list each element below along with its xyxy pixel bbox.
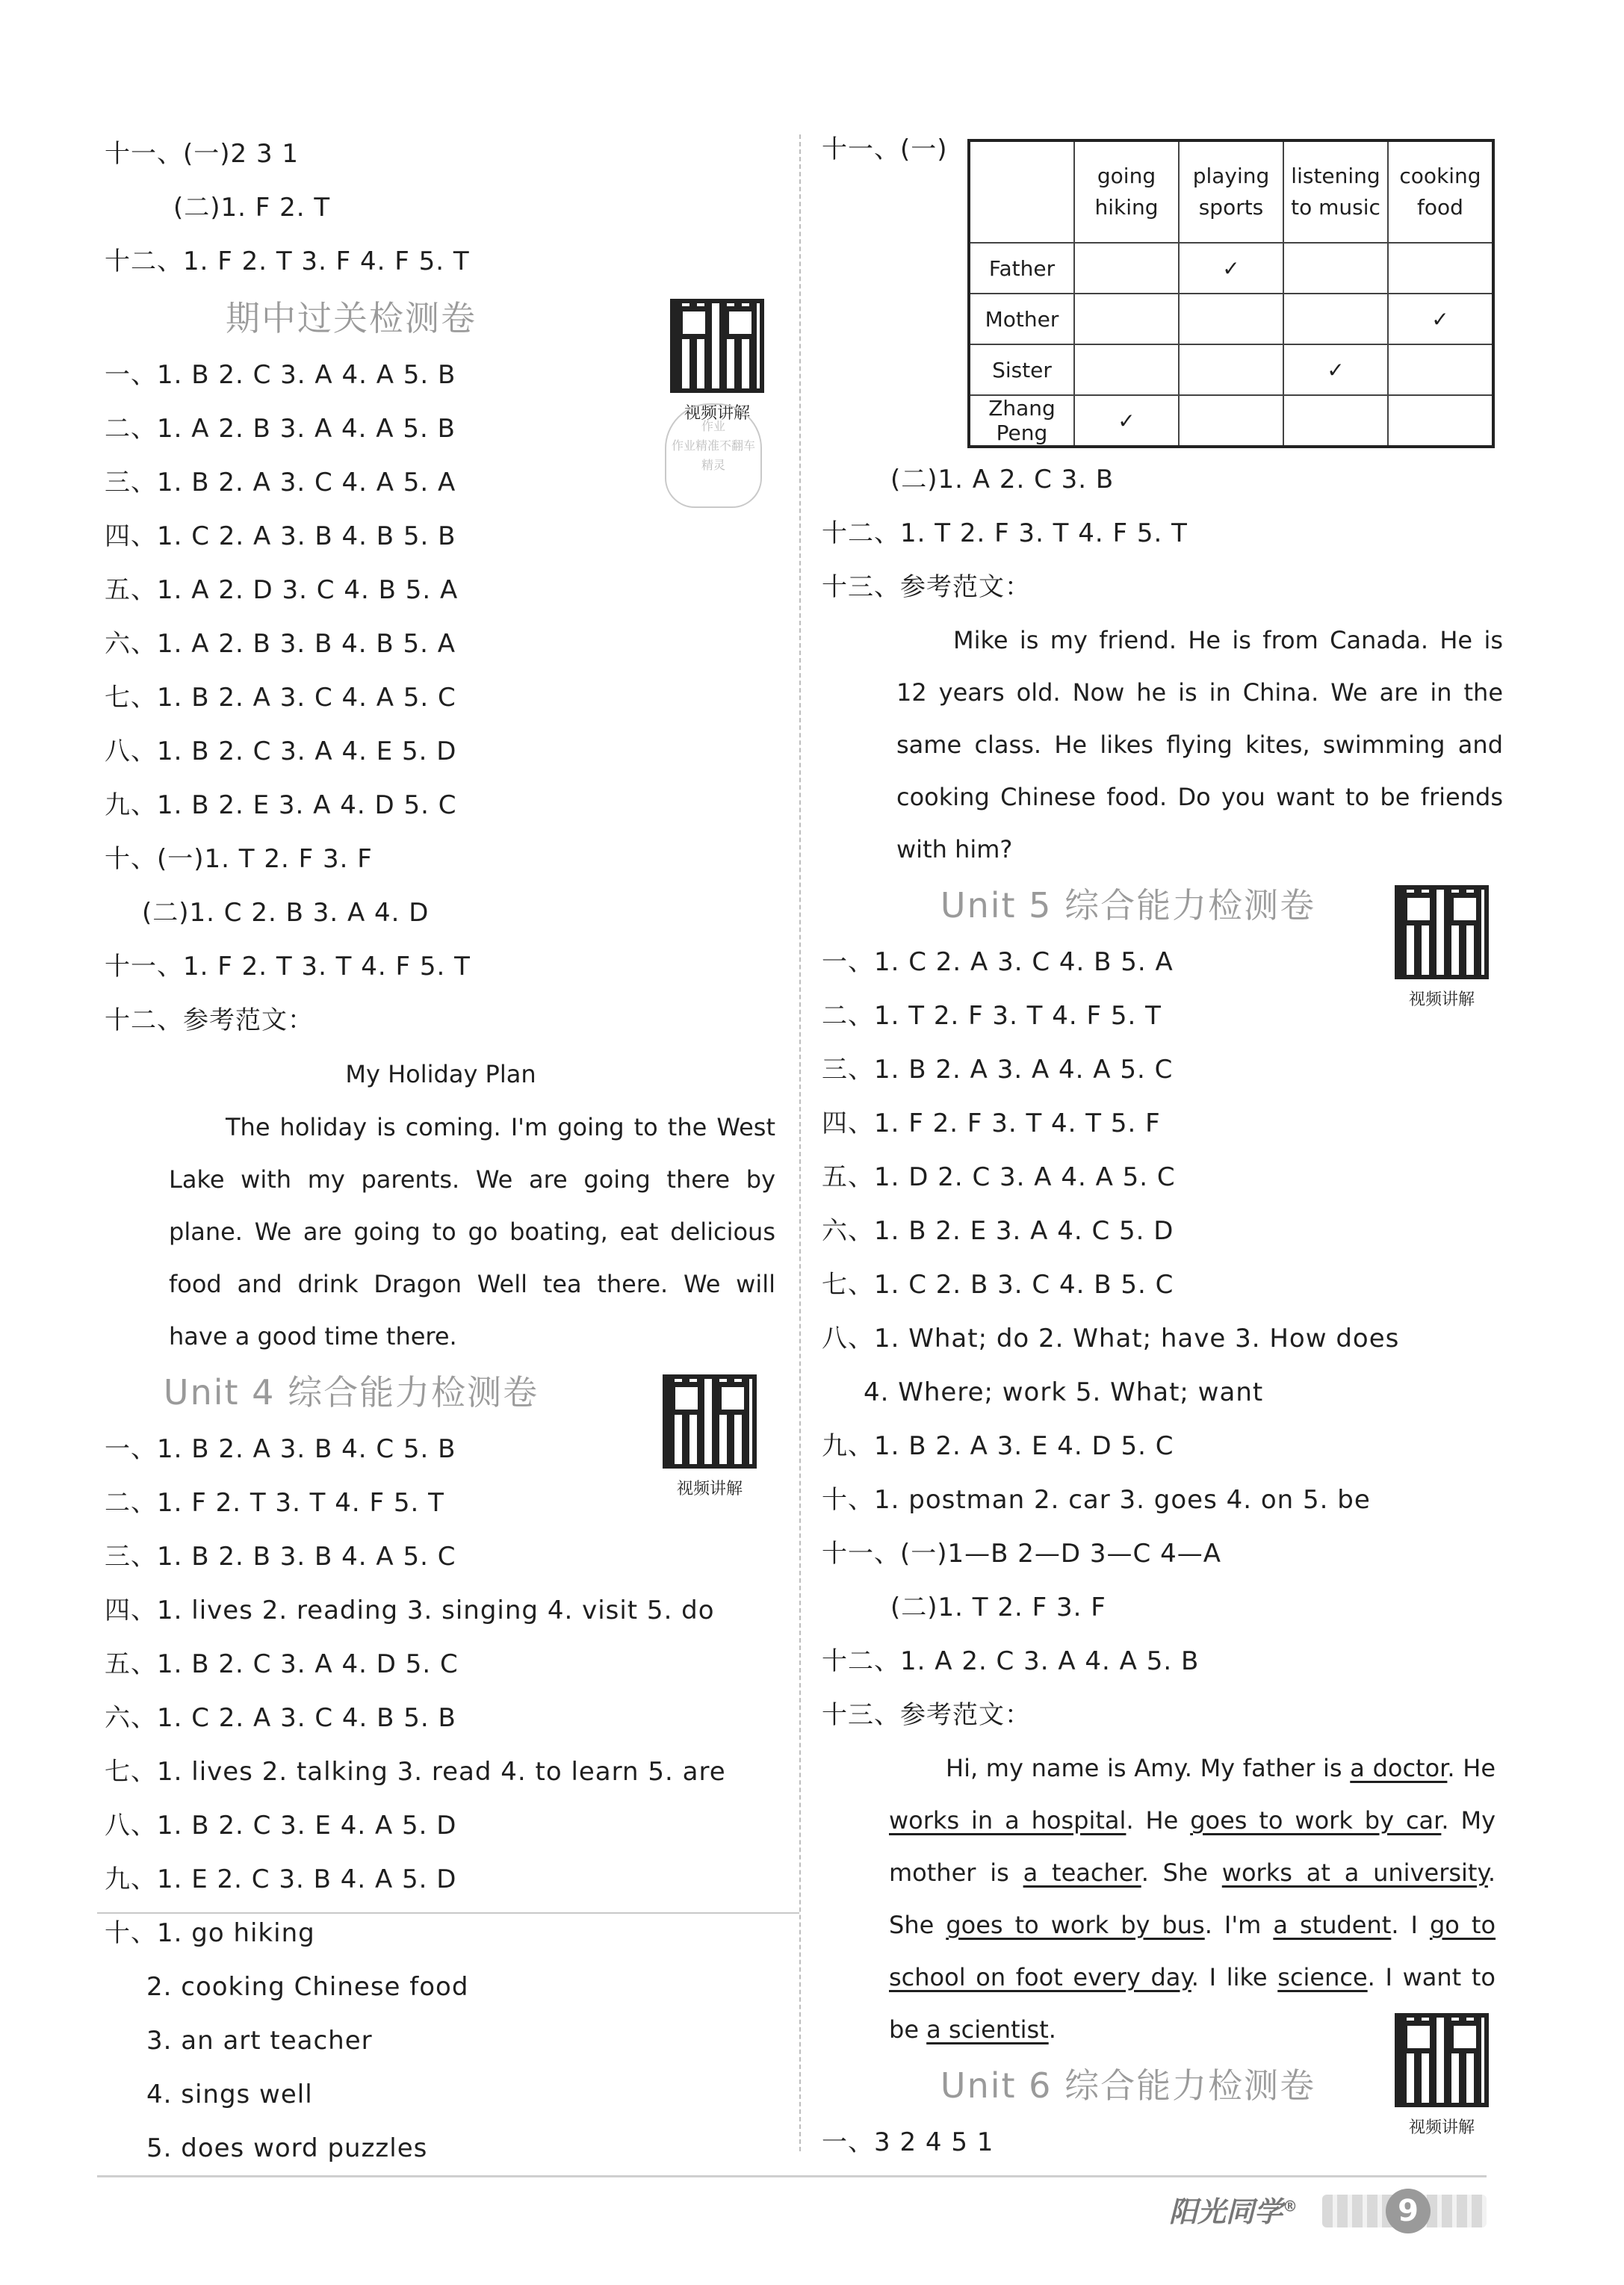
section-title-unit6: Unit 6 综合能力检测卷 xyxy=(940,2065,1316,2106)
registered-mark: ® xyxy=(1283,2197,1298,2216)
table-cell xyxy=(1283,395,1388,447)
answer-row: (二)1. C 2. B 3. A 4. D xyxy=(142,898,430,928)
essay-underlined: works in a hospital xyxy=(889,1806,1126,1835)
essay-paragraph: Mike is my friend. He is from Canada. He is 12 years old. Now he is in China. We are in the same class. He likes flying kites, swimming and cooking Chinese food. Do you want to be friends with him? xyxy=(896,626,1503,864)
answer-row: 十二、1. A 2. C 3. A 4. A 5. B xyxy=(822,1646,1200,1676)
essay-underlined: go to school on foot every day xyxy=(889,1911,1496,1991)
essay-text: . I'm xyxy=(1204,1911,1274,1939)
answer-row: 六、1. C 2. A 3. C 4. B 5. B xyxy=(105,1703,456,1733)
answer-row: 五、1. B 2. C 3. A 4. D 5. C xyxy=(105,1649,459,1679)
essay-underlined: a doctor xyxy=(1350,1754,1448,1782)
section-title-unit4: Unit 4 综合能力检测卷 xyxy=(163,1372,539,1413)
essay-text: . He xyxy=(1447,1754,1496,1782)
qr-code-icon xyxy=(670,299,764,393)
right-column-body xyxy=(822,453,1539,2169)
table-cell xyxy=(1179,344,1283,395)
essay-text: . xyxy=(1048,2015,1056,2044)
answer-row: 十一、1. F 2. T 3. T 4. F 5. T xyxy=(105,952,471,982)
essay-underlined: goes to work by car xyxy=(1190,1806,1442,1835)
answer-row: 十、1. postman 2. car 3. goes 4. on 5. be xyxy=(822,1485,1371,1515)
table-header: playing sports xyxy=(1179,140,1283,243)
answer-row: 十二、参考范文： xyxy=(105,1005,314,1035)
answer-row: 一、3 2 4 5 1 xyxy=(822,2127,994,2157)
table-cell xyxy=(1388,344,1493,395)
essay-paragraph xyxy=(889,1742,1496,2056)
essay-text: . My mother is xyxy=(889,1806,1496,1887)
brand-text: 阳光同学 xyxy=(1169,2195,1283,2228)
qr-label: 视频讲解 xyxy=(684,404,750,423)
answer-row: 十三、参考范文： xyxy=(822,1700,1031,1730)
qr-label: 视频讲解 xyxy=(1408,2118,1475,2137)
answer-row: 五、1. D 2. C 3. A 4. A 5. C xyxy=(822,1162,1176,1192)
answer-row: 三、1. B 2. B 3. B 4. A 5. C xyxy=(105,1542,456,1572)
answer-row: 三、1. B 2. A 3. C 4. A 5. A xyxy=(105,468,456,497)
table-cell xyxy=(1283,243,1388,294)
answer-row: 十二、1. T 2. F 3. T 4. F 5. T xyxy=(822,518,1188,548)
answer-row: 三、1. B 2. A 3. A 4. A 5. C xyxy=(822,1055,1174,1085)
qr-code-unit4[interactable] xyxy=(657,1374,762,1499)
table-cell xyxy=(1388,243,1493,294)
qr-code-icon xyxy=(663,1374,757,1469)
answer-row: 七、1. B 2. A 3. C 4. A 5. C xyxy=(105,683,456,713)
answer-row: 七、1. lives 2. talking 3. read 4. to learn 5. are xyxy=(105,1757,726,1787)
qr-label: 视频讲解 xyxy=(1408,990,1475,1009)
column-divider xyxy=(799,134,801,2151)
section-title-midterm: 期中过关检测卷 xyxy=(226,298,477,338)
answer-row: (二)1. A 2. C 3. B xyxy=(890,465,1115,494)
table-header: going hiking xyxy=(1074,140,1179,243)
essay-text: . I like xyxy=(1191,1963,1278,1991)
answer-row: 八、1. B 2. C 3. E 4. A 5. D xyxy=(105,1811,457,1841)
answer-row: 十、1. go hiking xyxy=(105,1918,315,1948)
answer-row: (二)1. F 2. T xyxy=(173,193,331,223)
essay-underlined: a student xyxy=(1273,1911,1392,1939)
essay-underlined: science xyxy=(1277,1963,1368,1991)
qr-label: 视频讲解 xyxy=(676,1480,743,1498)
footer-rule xyxy=(97,2175,1487,2177)
answer-row: 十二、1. F 2. T 3. F 4. F 5. T xyxy=(105,247,470,276)
essay-underlined: a scientist xyxy=(926,2015,1049,2044)
table-cell: ✓ xyxy=(1074,395,1179,447)
watermark-stamp xyxy=(665,403,762,508)
table-row-label: Sister xyxy=(969,344,1074,395)
answer-row: 二、1. A 2. B 3. A 4. A 5. B xyxy=(105,414,456,444)
essay-text: . She xyxy=(889,1858,1496,1939)
answer-row: 二、1. T 2. F 3. T 4. F 5. T xyxy=(822,1001,1162,1031)
answer-row: 六、1. A 2. B 3. B 4. B 5. A xyxy=(105,629,456,659)
answer-row: 4. Where; work 5. What; want xyxy=(864,1377,1264,1407)
table-question-label: 十一、(一) xyxy=(822,134,948,164)
brand-logo xyxy=(1169,2189,1298,2230)
answer-row: 一、1. B 2. A 3. B 4. C 5. B xyxy=(105,1434,456,1464)
answer-row: 5. does word puzzles xyxy=(146,2133,428,2163)
answer-row: 八、1. What; do 2. What; have 3. How does xyxy=(822,1324,1400,1354)
answer-row: 3. an art teacher xyxy=(146,2026,373,2056)
stamp-text: 精灵 xyxy=(701,458,725,472)
answer-row: 九、1. B 2. A 3. E 4. D 5. C xyxy=(822,1431,1174,1461)
qr-code-unit5[interactable] xyxy=(1389,885,1494,1010)
answer-row: 一、1. C 2. A 3. C 4. B 5. A xyxy=(822,947,1174,977)
table-cell xyxy=(1388,395,1493,447)
qr-code-icon xyxy=(1395,885,1489,979)
essay-title: My Holiday Plan xyxy=(345,1060,536,1088)
page-number: 9 xyxy=(1386,2189,1431,2233)
answer-row: 十一、(一)2 3 1 xyxy=(105,139,300,169)
table-cell xyxy=(1074,243,1179,294)
essay-text: . I xyxy=(1391,1911,1430,1939)
essay-underlined: goes to work by bus xyxy=(946,1911,1205,1939)
answer-row: 五、1. A 2. D 3. C 4. B 5. A xyxy=(105,575,459,605)
table-cell xyxy=(1179,294,1283,344)
activity-table xyxy=(967,139,1495,448)
answer-row: (二)1. T 2. F 3. F xyxy=(890,1593,1106,1622)
answer-row: 四、1. F 2. F 3. T 4. T 5. F xyxy=(822,1109,1161,1138)
table-row-label: Zhang Peng xyxy=(969,395,1074,447)
essay-underlined: a teacher xyxy=(1023,1858,1141,1887)
stamp-text: 作业精准不翻车 xyxy=(671,438,755,453)
table-row-label: Father xyxy=(969,243,1074,294)
section-title-unit5: Unit 5 综合能力检测卷 xyxy=(940,885,1316,926)
answer-row: 二、1. F 2. T 3. T 4. F 5. T xyxy=(105,1488,444,1518)
table-corner xyxy=(969,140,1074,243)
essay-text: . I want to be xyxy=(889,1963,1496,2044)
answer-row: 六、1. B 2. E 3. A 4. C 5. D xyxy=(822,1216,1174,1246)
essay-text: . She xyxy=(1141,1858,1222,1887)
table-cell: ✓ xyxy=(1179,243,1283,294)
answer-row: 九、1. B 2. E 3. A 4. D 5. C xyxy=(105,790,457,820)
essay-text: . He xyxy=(1126,1806,1191,1835)
essay-underlined: works at a university xyxy=(1221,1858,1488,1887)
table-header: listening to music xyxy=(1283,140,1388,243)
table-cell xyxy=(1074,344,1179,395)
essay-paragraph: The holiday is coming. I'm going to the West Lake with my parents. We are going there by plane. We are going to go boating, eat delicious food and drink Dragon Well tea there. We will have a good time there. xyxy=(169,1113,775,1351)
table-row-label: Mother xyxy=(969,294,1074,344)
answer-row: 四、1. C 2. A 3. B 4. B 5. B xyxy=(105,521,456,551)
answer-row: 七、1. C 2. B 3. C 4. B 5. C xyxy=(822,1270,1174,1300)
table-cell: ✓ xyxy=(1388,294,1493,344)
table-cell xyxy=(1283,294,1388,344)
sample-essay xyxy=(822,1742,1496,2056)
answer-row: 十、(一)1. T 2. F 3. F xyxy=(105,844,373,874)
table-cell xyxy=(1074,294,1179,344)
sample-essay xyxy=(822,614,1503,875)
sample-essay xyxy=(105,1101,775,1362)
answer-row: 十三、参考范文： xyxy=(822,572,1031,602)
stamp-text: 作业 xyxy=(701,419,725,433)
table-header: cooking food xyxy=(1388,140,1493,243)
answer-row: 一、1. B 2. C 3. A 4. A 5. B xyxy=(105,360,456,390)
table-cell: ✓ xyxy=(1283,344,1388,395)
qr-code-unit6[interactable] xyxy=(1389,2013,1494,2138)
answer-row: 九、1. E 2. C 3. B 4. A 5. D xyxy=(105,1864,457,1894)
essay-text: Hi, my name is Amy. My father is xyxy=(946,1754,1351,1782)
answer-row: 2. cooking Chinese food xyxy=(146,1972,469,2002)
table-cell xyxy=(1179,395,1283,447)
qr-code-icon xyxy=(1395,2013,1489,2107)
answer-row: 八、1. B 2. C 3. A 4. E 5. D xyxy=(105,737,457,766)
answer-row: 十一、(一)1—B 2—D 3—C 4—A xyxy=(822,1539,1221,1569)
answer-row: 四、1. lives 2. reading 3. singing 4. visit 5. do xyxy=(105,1596,715,1625)
answer-row: 4. sings well xyxy=(146,2080,313,2109)
